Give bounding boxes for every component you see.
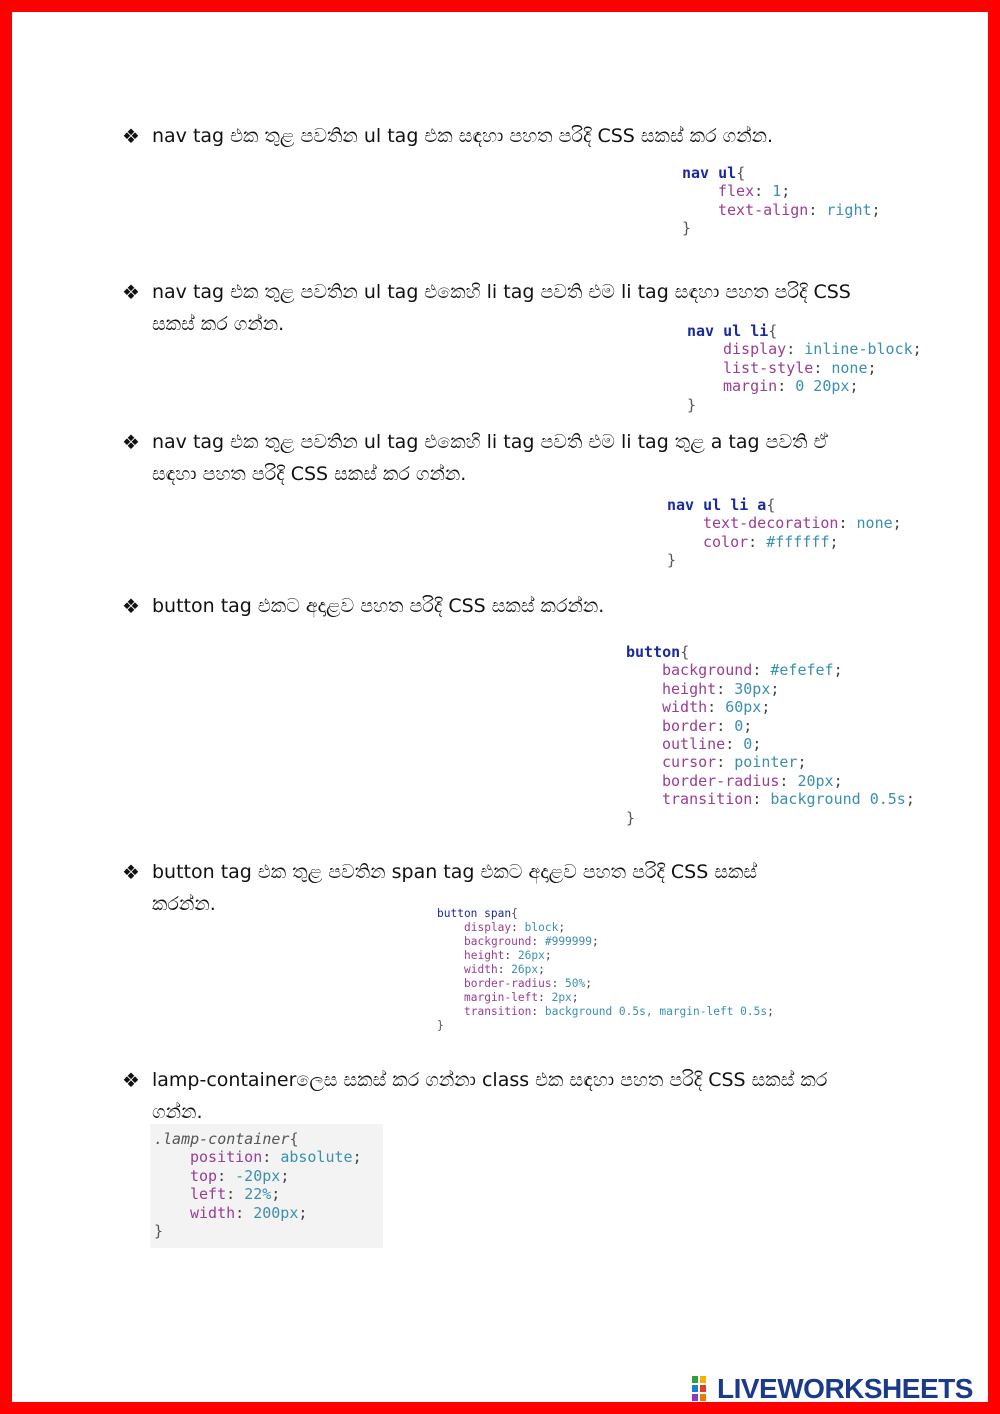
css-declaration: top: -20px; bbox=[190, 1166, 290, 1185]
instruction-text: button tag එක තුළ පවතින span tag එකට අදාළව පහත පරිදි CSS සකස් කරන්න. bbox=[152, 861, 758, 915]
bullet-icon: ❖ bbox=[122, 594, 140, 618]
code-block-4: button{ background: #efefef; height: 30px; width: 60px; border: 0; outline: 0; cursor: pointer; border-radius: 20px; transition: background 0.5s; } bbox=[626, 643, 915, 827]
css-declaration: position: absolute; bbox=[190, 1148, 362, 1167]
css-declaration: height: 30px; bbox=[662, 679, 780, 698]
css-declaration: border-radius: 20px; bbox=[662, 771, 843, 790]
instruction-6 bbox=[122, 1064, 862, 1128]
css-declaration: display: block; bbox=[464, 921, 566, 934]
bullet-icon: ❖ bbox=[122, 280, 140, 304]
css-declaration: transition: background 0.5s, margin-left 0.5s; bbox=[464, 1005, 774, 1018]
logo-text: LIVEWORKSHEETS bbox=[717, 1373, 973, 1404]
code-block-5: button span{ display: block; background: #999999; height: 26px; width: 26px; border-radius: 50%; margin-left: 2px; transition: background 0.5s, margin-left 0.5s; } bbox=[437, 907, 774, 1032]
css-declaration: margin-left: 2px; bbox=[464, 991, 579, 1004]
css-declaration: width: 26px; bbox=[464, 963, 545, 976]
css-declaration: margin: 0 20px; bbox=[723, 377, 859, 396]
css-declaration: flex: 1; bbox=[718, 182, 791, 201]
bullet-icon: ❖ bbox=[122, 124, 140, 148]
code-block-2: nav ul li{ display: inline-block; list-style: none; margin: 0 20px; } bbox=[687, 322, 922, 414]
css-declaration: text-decoration: none; bbox=[703, 514, 902, 533]
css-declaration: color: #ffffff; bbox=[703, 532, 839, 551]
code-block-6: .lamp-container{ position: absolute; top: -20px; left: 22%; width: 200px; } bbox=[150, 1124, 383, 1248]
css-declaration: width: 200px; bbox=[190, 1203, 308, 1222]
css-declaration: cursor: pointer; bbox=[662, 753, 807, 772]
css-selector: .lamp-container bbox=[154, 1130, 290, 1148]
code-block-3: nav ul li a{ text-decoration: none; color: #ffffff; } bbox=[667, 496, 902, 570]
css-declaration: height: 26px; bbox=[464, 949, 552, 962]
css-selector: button span bbox=[437, 907, 512, 920]
instruction-text: nav tag එක තුළ පවතින ul tag එක සඳහා පහත පරිදි CSS සකස් කර ගන්න. bbox=[152, 125, 774, 147]
code-block-1: nav ul{ flex: 1; text-align: right; } bbox=[682, 164, 881, 238]
css-declaration: list-style: none; bbox=[723, 358, 877, 377]
css-declaration: border: 0; bbox=[662, 716, 753, 735]
css-declaration: border-radius: 50%; bbox=[464, 977, 593, 990]
instruction-text: nav tag එක තුළ පවතින ul tag එකෙහි li tag පවති එම li tag සඳහා පහත පරිදි CSS සකස් කර ගන්න. bbox=[152, 281, 851, 335]
instruction-text: lamp-containerලෙස සකස් කර ගන්නා class එක සඳහා පහත පරිදි CSS සකස් කර ගන්න. bbox=[152, 1069, 828, 1123]
instruction-4 bbox=[122, 590, 862, 622]
bullet-icon: ❖ bbox=[122, 430, 140, 454]
css-declaration: text-align: right; bbox=[718, 200, 881, 219]
logo-mark-icon bbox=[692, 1376, 714, 1402]
instruction-text: nav tag එක තුළ පවතින ul tag එකෙහි li tag පවති එම li tag තුළ a tag පවති ඒ සඳහා පහත පරිදි CSS සකස් කර ගන්න. bbox=[152, 431, 828, 485]
bullet-icon: ❖ bbox=[122, 860, 140, 884]
css-declaration: background: #999999; bbox=[464, 935, 599, 948]
bullet-icon: ❖ bbox=[122, 1068, 140, 1092]
liveworksheets-logo bbox=[692, 1374, 973, 1404]
css-selector: button bbox=[626, 643, 681, 661]
css-declaration: outline: 0; bbox=[662, 735, 762, 754]
css-declaration: transition: background 0.5s; bbox=[662, 790, 915, 809]
css-declaration: background: #efefef; bbox=[662, 661, 843, 680]
instruction-3 bbox=[122, 426, 862, 490]
css-selector: nav ul li bbox=[687, 322, 769, 340]
css-declaration: width: 60px; bbox=[662, 698, 771, 717]
css-declaration: left: 22%; bbox=[190, 1185, 281, 1204]
css-selector: nav ul li a bbox=[667, 496, 767, 514]
css-selector: nav ul bbox=[682, 164, 737, 182]
instruction-text: button tag එකට අදාළව පහත පරිදි CSS සකස් කරන්න. bbox=[152, 595, 605, 617]
css-declaration: display: inline-block; bbox=[723, 340, 922, 359]
instruction-1 bbox=[122, 120, 862, 152]
